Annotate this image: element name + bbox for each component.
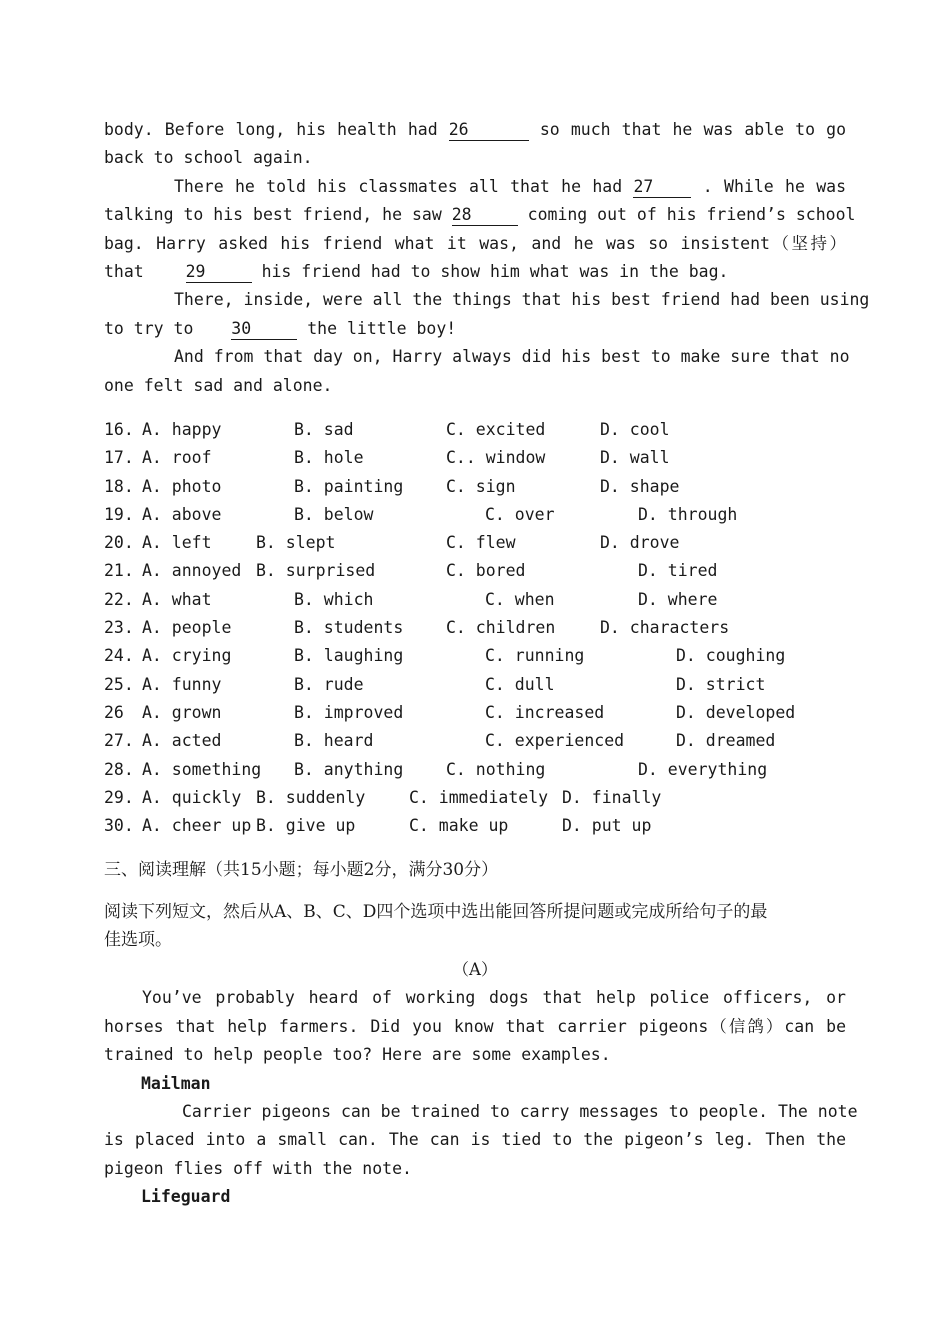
passage-line: [104, 116, 846, 144]
option-c: C. bored: [446, 561, 526, 581]
question-number: 20.: [104, 533, 134, 553]
option-c: C. nothing: [446, 759, 546, 779]
passage-line: [104, 1041, 846, 1069]
text: There he told his classmates all that he had: [174, 176, 623, 196]
option-a: A. acted: [142, 731, 222, 751]
text: the little boy!: [307, 318, 457, 338]
question-row: [104, 614, 846, 642]
question-row: [104, 671, 846, 699]
passage-line: [104, 1098, 858, 1126]
question-row: [104, 557, 846, 585]
passage-line: [104, 286, 870, 314]
question-row: [104, 642, 846, 670]
option-c: C. children: [446, 618, 556, 638]
passage-line: [104, 372, 846, 400]
option-c: C. experienced: [485, 731, 625, 751]
text: one felt sad and alone.: [104, 375, 333, 395]
blank-27: 27: [633, 177, 691, 198]
option-b: B. slept: [256, 533, 336, 553]
question-row: [104, 784, 846, 812]
question-number: 19.: [104, 504, 134, 524]
blank-26: 26: [449, 120, 529, 141]
question-row: [104, 699, 846, 727]
passage-label: （A）: [452, 960, 498, 979]
option-b: B. students: [294, 618, 404, 638]
option-b: B. below: [294, 504, 374, 524]
option-b: B. give up: [256, 816, 356, 836]
option-c: C. flew: [446, 533, 516, 553]
option-d: D. characters: [600, 618, 730, 638]
option-d: D. cool: [600, 420, 670, 439]
option-c: C.. window: [446, 448, 546, 468]
option-d: D. wall: [600, 448, 670, 468]
reading-passage-a: [104, 956, 858, 1212]
question-number: 29.: [104, 787, 134, 807]
option-a: A. cheer up: [142, 816, 252, 836]
text: horses that help farmers. Did you know that carrier pigeons（信鸽）can be: [104, 1016, 846, 1036]
blank-30: 30: [231, 319, 297, 340]
question-number: 22.: [104, 589, 134, 609]
text: . While he was: [702, 176, 847, 196]
cloze-passage: [104, 116, 870, 400]
option-b: B. rude: [294, 674, 364, 694]
text: his friend had to show him what was in the bag.: [261, 261, 729, 281]
passage-line: [104, 258, 846, 286]
passage-line: [104, 173, 846, 201]
text: is placed into a small can. The can is tied to the pigeon’s leg. Then the: [104, 1130, 846, 1150]
passage-line: [104, 343, 850, 371]
text: back to school again.: [104, 148, 313, 168]
passage-line: [104, 144, 846, 172]
text: You’ve probably heard of working dogs that help police officers, or: [142, 988, 846, 1008]
option-a: A. crying: [142, 646, 232, 666]
question-row: [104, 473, 846, 501]
text: that: [104, 261, 144, 281]
option-a: A. roof: [142, 448, 212, 468]
option-a: A. left: [142, 533, 212, 553]
option-b: B. anything: [294, 759, 404, 779]
question-number: 30.: [104, 816, 134, 836]
option-a: A. something: [142, 759, 262, 779]
question-row: [104, 586, 846, 614]
option-b: B. heard: [294, 731, 374, 751]
question-row: [104, 727, 846, 755]
text: talking to his best friend, he saw: [104, 205, 442, 225]
question-row: [104, 501, 846, 529]
option-b: B. which: [294, 589, 374, 609]
instructions-line: 佳选项。: [104, 930, 172, 950]
text: body. Before long, his health had: [104, 120, 438, 139]
section-heading: 三、阅读理解（共15小题；每小题2分，满分30分）: [104, 860, 499, 880]
option-d: D. drove: [600, 533, 680, 553]
option-b: B. sad: [294, 420, 354, 439]
option-c: C. dull: [485, 674, 555, 694]
option-a: A. happy: [142, 420, 222, 439]
option-d: D. where: [638, 589, 718, 609]
option-b: B. surprised: [256, 561, 376, 581]
question-number: 18.: [104, 476, 134, 496]
option-c: C. over: [485, 504, 555, 524]
option-d: D. finally: [562, 787, 662, 807]
subheading-lifeguard: Lifeguard: [141, 1187, 231, 1207]
option-c: C. make up: [409, 816, 509, 836]
question-options: [104, 416, 846, 840]
question-number: 27.: [104, 731, 134, 751]
option-b: B. painting: [294, 476, 404, 496]
text: to try to: [104, 318, 194, 338]
text: so much that he was able to go: [539, 120, 847, 139]
option-a: A. photo: [142, 476, 222, 496]
text: bag. Harry asked his friend what it was, and he was so insistent（坚持）: [104, 233, 846, 253]
option-d: D. developed: [676, 702, 796, 722]
question-row: [104, 444, 846, 472]
passage-line: [104, 984, 846, 1012]
option-d: D. dreamed: [676, 731, 776, 751]
option-c: C. running: [485, 646, 585, 666]
option-d: D. through: [638, 504, 738, 524]
text: And from that day on, Harry always did his best to make sure that no: [174, 347, 850, 367]
option-a: A. grown: [142, 702, 222, 722]
option-a: A. quickly: [142, 787, 242, 807]
option-a: A. above: [142, 504, 222, 524]
question-row: [104, 812, 846, 840]
passage-line: [104, 1155, 846, 1183]
question-number: 25.: [104, 674, 134, 694]
question-row: [104, 756, 846, 784]
option-d: D. tired: [638, 561, 718, 581]
question-row: [104, 529, 846, 557]
instructions-line: 阅读下列短文，然后从A、B、C、D四个选项中选出能回答所提问题或完成所给句子的最: [104, 902, 768, 922]
question-number: 17.: [104, 448, 134, 468]
option-c: C. increased: [485, 702, 605, 722]
passage-line: [104, 201, 856, 229]
option-d: D. strict: [676, 674, 766, 694]
question-number: 26: [104, 702, 124, 722]
option-b: B. hole: [294, 448, 364, 468]
option-c: C. excited: [446, 420, 546, 439]
option-c: C. sign: [446, 476, 516, 496]
option-b: B. laughing: [294, 646, 404, 666]
question-number: 21.: [104, 561, 134, 581]
option-b: B. improved: [294, 702, 404, 722]
option-d: D. put up: [562, 816, 652, 836]
blank-29: 29: [186, 262, 252, 283]
option-c: C. when: [485, 589, 555, 609]
option-a: A. people: [142, 618, 232, 638]
passage-line: [104, 1013, 846, 1041]
option-b: B. suddenly: [256, 787, 366, 807]
passage-line: [104, 315, 846, 343]
option-d: D. shape: [600, 476, 680, 496]
option-c: C. immediately: [409, 787, 549, 807]
option-a: A. funny: [142, 674, 222, 694]
passage-line: [104, 230, 846, 258]
question-number: 28.: [104, 759, 134, 779]
question-number: 16.: [104, 420, 134, 439]
question-number: 23.: [104, 618, 134, 638]
option-a: A. annoyed: [142, 561, 242, 581]
blank-28: 28: [452, 205, 518, 226]
option-d: D. everything: [638, 759, 768, 779]
question-row: [104, 416, 846, 444]
passage-line: [104, 1126, 846, 1154]
text: coming out of his friend’s school: [527, 205, 856, 225]
subheading-mailman: Mailman: [141, 1073, 211, 1093]
question-number: 24.: [104, 646, 134, 666]
text: Carrier pigeons can be trained to carry messages to people. The note: [182, 1101, 858, 1121]
text: pigeon flies off with the note.: [104, 1158, 412, 1178]
text: There, inside, were all the things that his best friend had been using: [174, 290, 870, 310]
option-a: A. what: [142, 589, 212, 609]
option-d: D. coughing: [676, 646, 786, 666]
text: trained to help people too? Here are some examples.: [104, 1045, 611, 1065]
